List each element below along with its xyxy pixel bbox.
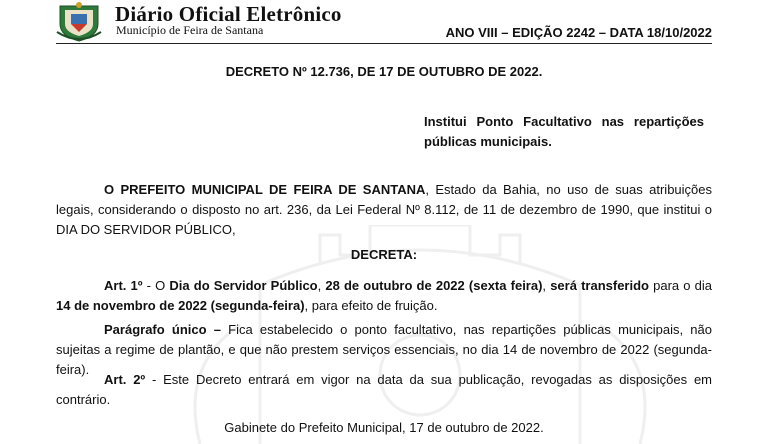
preamble-paragraph (56, 180, 712, 240)
article-1-text-1: - O (142, 278, 170, 293)
article-1-text-4: para o dia (648, 278, 713, 293)
article-2-label: Art. 2º (104, 372, 146, 387)
preamble-text: , Estado da Bahia, no uso de suas atribuições legais, considerando o disposto no art. 236, da Lei Federal Nº 8.112, de 11 de dezembro de 1990, que institui o DIA DO SERVIDOR PÚBLICO, (56, 182, 713, 237)
article-1-text-5: , para efeito de fruição. (304, 298, 438, 313)
decree-title: DECRETO Nº 12.736, DE 17 DE OUTUBRO DE 2022. (225, 64, 543, 79)
gazette-title: Diário Oficial Eletrônico (115, 2, 342, 26)
article-1 (56, 276, 712, 316)
article-2 (56, 370, 712, 410)
header-divider (56, 43, 712, 44)
article-1-text-3: , (542, 278, 551, 293)
edition-info: ANO VIII – EDIÇÃO 2242 – DATA 18/10/2022 (445, 25, 712, 40)
article-1-label: Art. 1º (104, 278, 143, 293)
paragrafo-unico-text: Fica estabelecido o ponto facultativo, nas repartições públicas municipais, não sujeitas a regime de plantão, e que não prestem serviços essenciais, no dia 14 de novembro de 2022 (segunda-feira). (56, 322, 712, 377)
decreta-heading: DECRETA: (350, 247, 418, 262)
preamble-lead: O PREFEITO MUNICIPAL DE FEIRA DE SANTANA (104, 182, 426, 197)
paragrafo-unico-label: Parágrafo único – (104, 322, 221, 337)
article-1-bold-3: será transferido (550, 278, 649, 293)
municipal-crest-icon (56, 2, 102, 42)
decree-ementa: Institui Ponto Facultativo nas repartições públicas municipais. (424, 114, 704, 149)
municipality-name: Município de Feira de Santana (116, 23, 264, 37)
article-1-bold-1: Dia do Servidor Público (169, 278, 318, 293)
article-1-bold-4: 14 de novembro de 2022 (segunda-feira) (56, 298, 305, 313)
article-1-bold-2: 28 de outubro de 2022 (sexta feira) (325, 278, 543, 293)
page-header (0, 0, 768, 44)
article-2-text: - Este Decreto entrará em vigor na data da sua publicação, revogadas as disposições em contrário. (56, 372, 712, 407)
article-1-text-2: , (317, 278, 326, 293)
closing-line: Gabinete do Prefeito Municipal, 17 de outubro de 2022. (224, 420, 544, 435)
